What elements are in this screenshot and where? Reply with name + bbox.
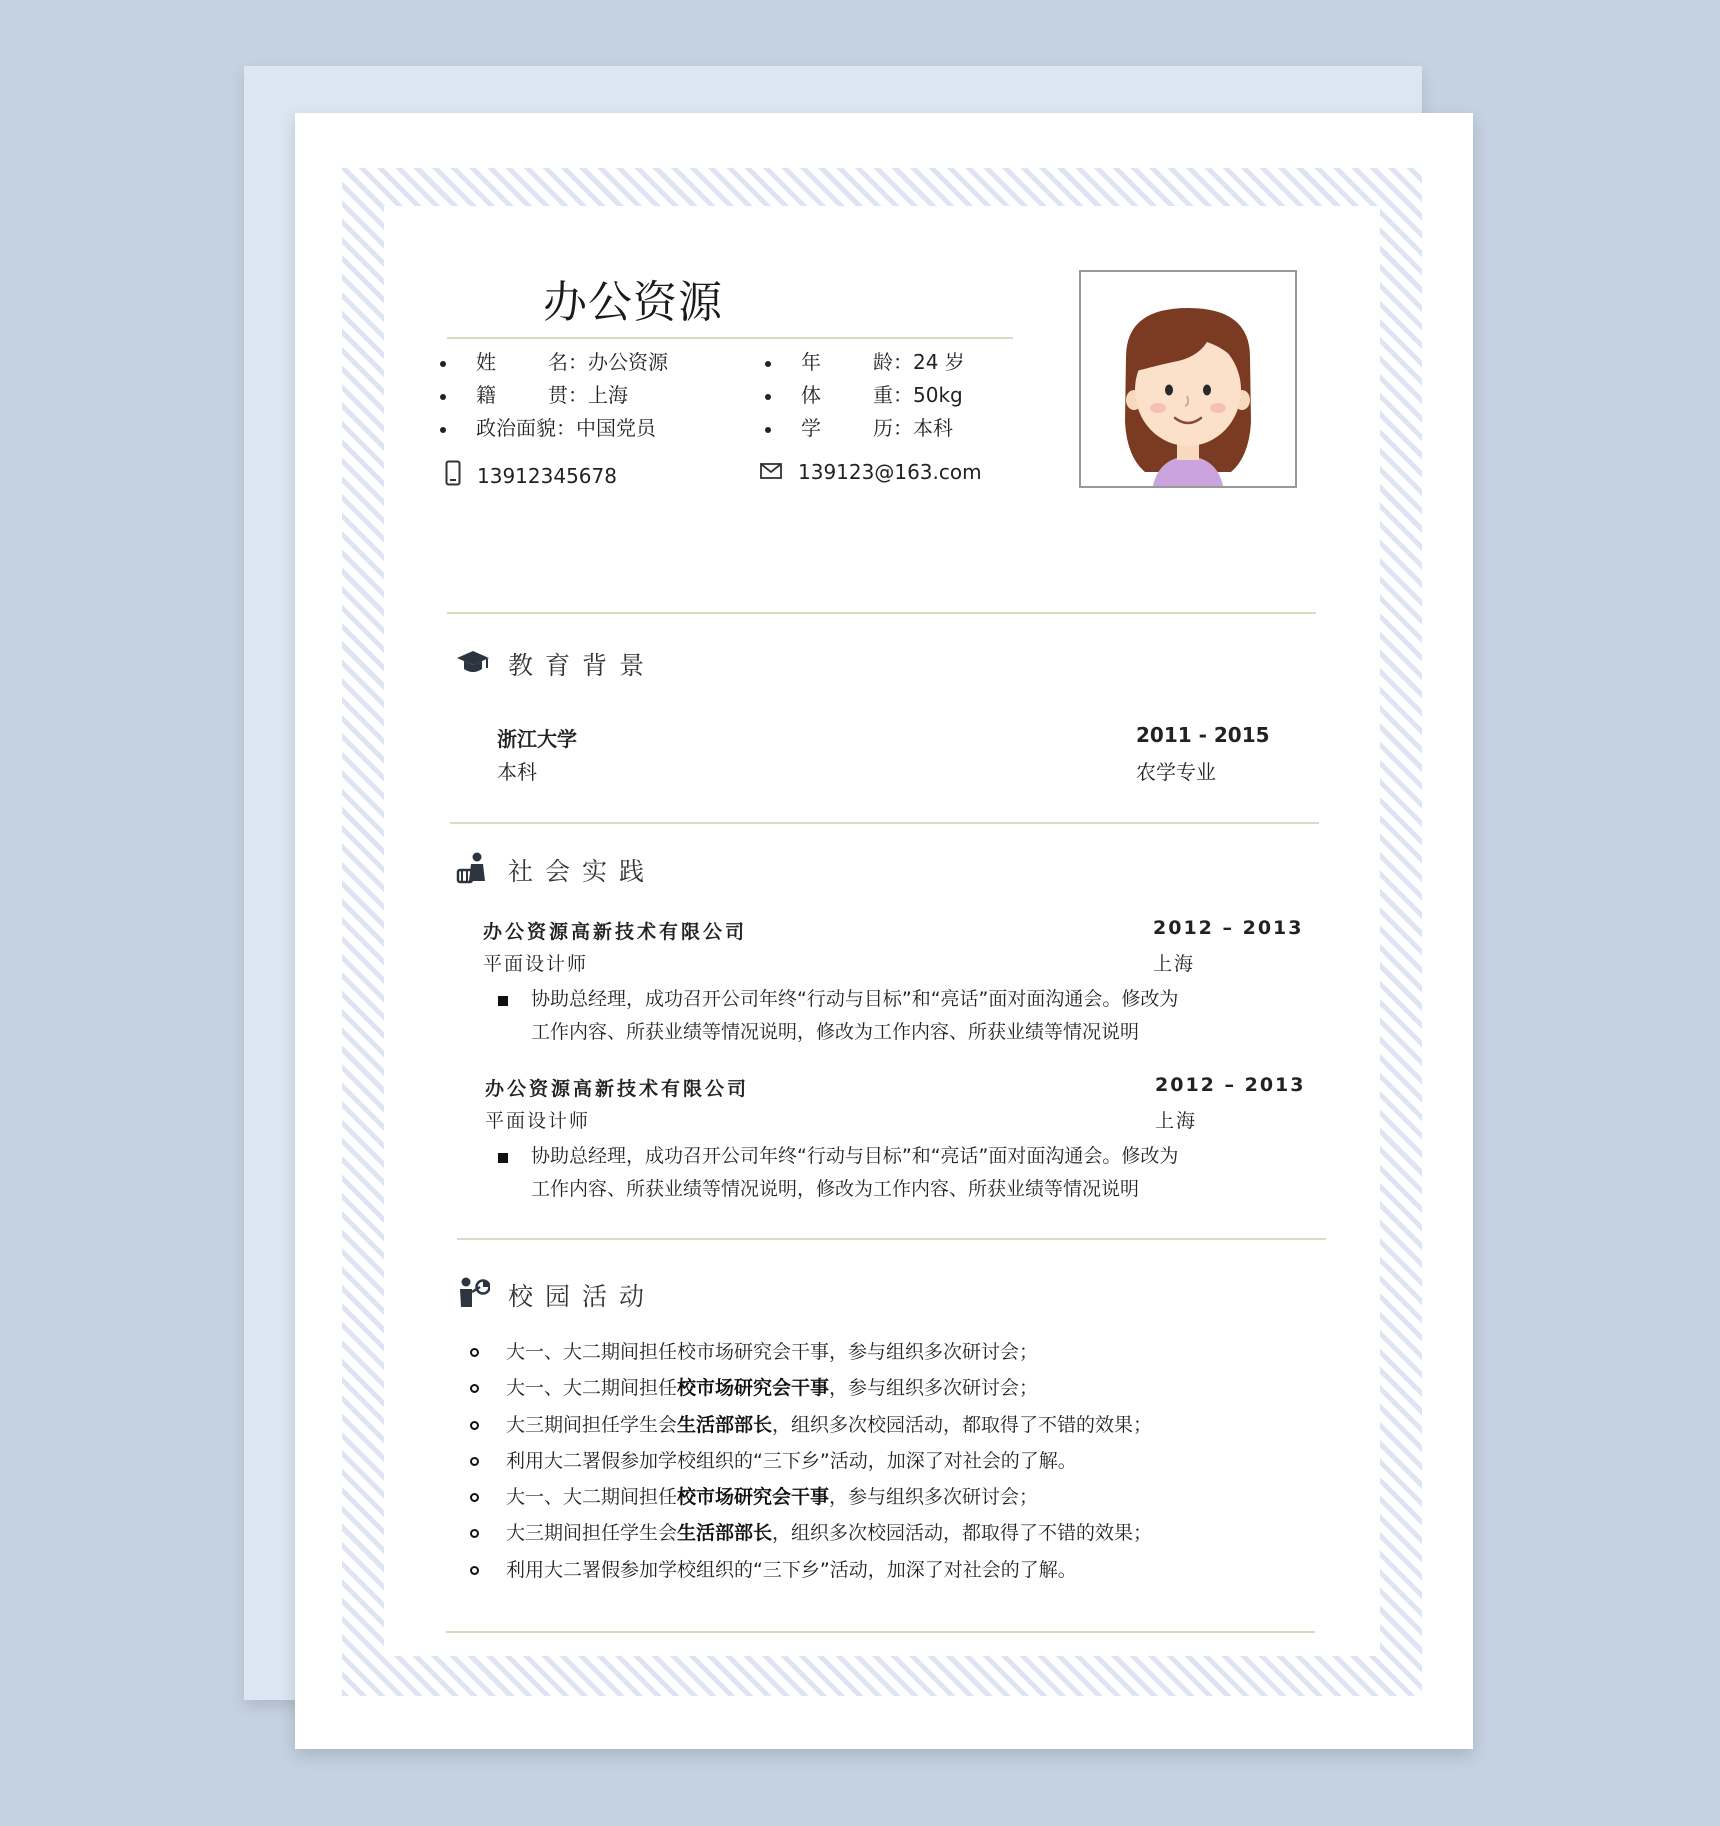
degree: 本科 <box>497 760 537 784</box>
resume-name: 办公资源 <box>543 277 723 328</box>
school-name: 浙江大学 <box>497 727 577 751</box>
phone-icon <box>445 460 461 491</box>
section-divider-2 <box>450 822 1319 824</box>
list-item: 利用大二署假参加学校组织的“三下乡”活动，加深了对社会的了解。 <box>470 1552 1152 1588</box>
practice-role-1: 平面设计师 <box>483 953 589 975</box>
avatar-girl-illustration <box>1081 272 1295 486</box>
info-age: 年龄：24 岁 <box>765 346 965 379</box>
email-address: 139123@163.com <box>798 460 982 484</box>
section-divider-4 <box>446 1631 1315 1633</box>
phone-number: 13912345678 <box>477 463 617 488</box>
practice-city-2: 上海 <box>1155 1110 1198 1132</box>
personal-info-right <box>765 346 965 445</box>
practice-period-2: 2012 – 2013 <box>1155 1074 1306 1096</box>
campus-activity-list <box>470 1334 1152 1588</box>
list-item: 大三期间担任学生会生活部部长，组织多次校园活动，都取得了不错的效果； <box>470 1407 1152 1443</box>
practice-section-header <box>456 851 656 889</box>
practice-description-2: 协助总经理，成功召开公司年终“行动与目标”和“亮话”面对面沟通会。修改为 工作内容、所获业绩等情况说明，修改为工作内容、所获业绩等情况说明 <box>531 1145 1179 1200</box>
resume-content <box>384 206 1380 1656</box>
section-divider-1 <box>447 612 1316 614</box>
practice-company-1: 办公资源高新技术有限公司 <box>483 921 748 943</box>
presenter-icon <box>456 1276 490 1314</box>
bullet-square <box>498 996 508 1006</box>
list-item: 大一、大二期间担任校市场研究会干事，参与组织多次研讨会； <box>470 1334 1152 1370</box>
info-political-status: 政治面貌：中国党员 <box>440 412 668 445</box>
worker-icon <box>456 851 490 889</box>
education-period: 2011 - 2015 <box>1136 723 1270 747</box>
campus-section-header <box>456 1276 656 1314</box>
education-section-header <box>456 646 656 682</box>
personal-info-left <box>440 346 668 445</box>
striped-border <box>342 168 1422 1696</box>
practice-period-1: 2012 – 2013 <box>1153 917 1304 939</box>
phone-contact <box>445 460 617 491</box>
graduation-cap-icon <box>456 648 490 680</box>
bullet-square <box>498 1153 508 1163</box>
practice-description-1: 协助总经理，成功召开公司年终“行动与目标”和“亮话”面对面沟通会。修改为 工作内容、所获业绩等情况说明，修改为工作内容、所获业绩等情况说明 <box>531 988 1179 1043</box>
email-icon <box>760 460 782 484</box>
list-item: 大一、大二期间担任校市场研究会干事，参与组织多次研讨会； <box>470 1479 1152 1515</box>
header-divider <box>447 337 1013 339</box>
list-item: 大一、大二期间担任校市场研究会干事，参与组织多次研讨会； <box>470 1370 1152 1406</box>
section-divider-3 <box>457 1238 1326 1240</box>
email-contact <box>760 460 982 484</box>
list-item: 利用大二署假参加学校组织的“三下乡”活动，加深了对社会的了解。 <box>470 1443 1152 1479</box>
resume-page <box>295 113 1473 1749</box>
practice-title: 社会实践 <box>508 857 657 886</box>
practice-role-2: 平面设计师 <box>485 1110 591 1132</box>
practice-company-2: 办公资源高新技术有限公司 <box>485 1078 750 1100</box>
profile-photo <box>1079 270 1297 488</box>
campus-title: 校园活动 <box>508 1282 657 1311</box>
education-title: 教育背景 <box>508 651 657 680</box>
info-weight: 体重：50kg <box>765 379 965 412</box>
major: 农学专业 <box>1136 760 1216 784</box>
info-name: 姓名：办公资源 <box>440 346 668 379</box>
info-education: 学历：本科 <box>765 412 965 445</box>
list-item: 大三期间担任学生会生活部部长，组织多次校园活动，都取得了不错的效果； <box>470 1515 1152 1551</box>
practice-city-1: 上海 <box>1153 953 1196 975</box>
info-hometown: 籍贯：上海 <box>440 379 668 412</box>
